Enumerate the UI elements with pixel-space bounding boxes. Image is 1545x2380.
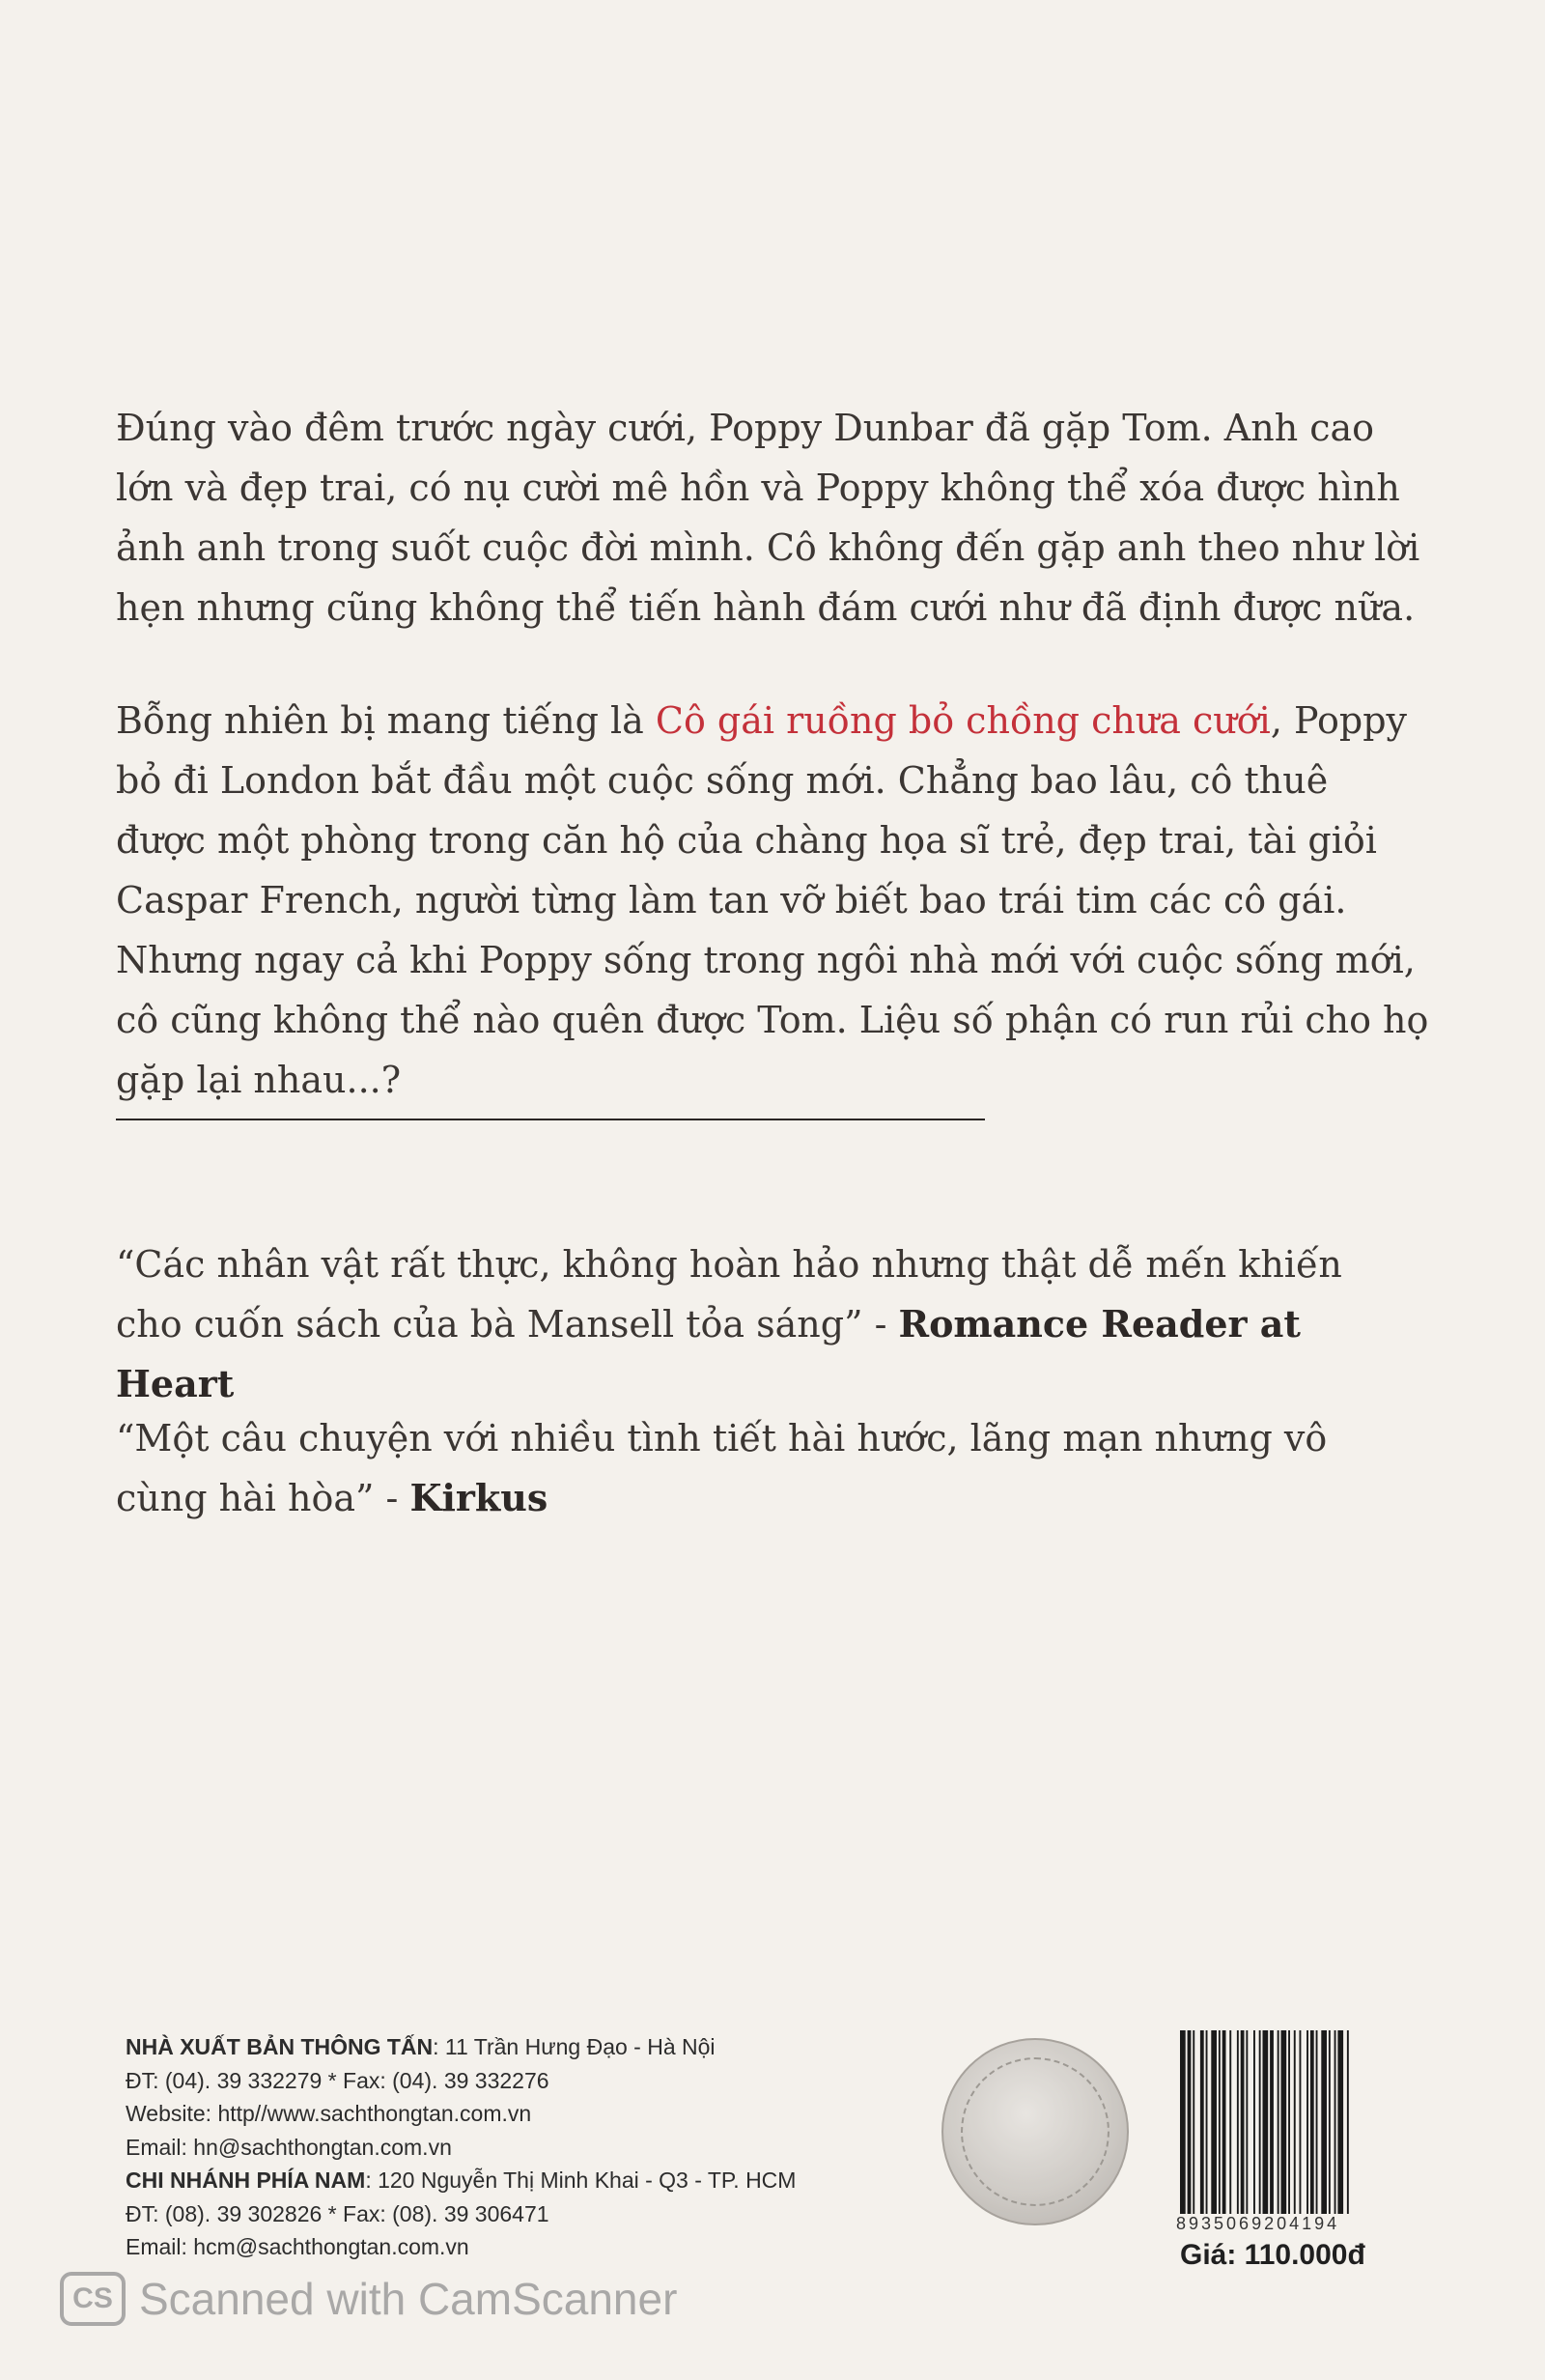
barcode-bar: [1237, 2030, 1239, 2214]
barcode-bar: [1334, 2030, 1336, 2214]
publisher-address: : 11 Trần Hưng Đạo - Hà Nội: [433, 2034, 716, 2059]
barcode-bar: [1206, 2030, 1208, 2214]
barcode-bar: [1347, 2030, 1349, 2214]
barcode-bar: [1200, 2030, 1204, 2214]
barcode-bar: [1241, 2030, 1245, 2214]
review-quote-1: [116, 1234, 1371, 1414]
publisher-stamp-seal: [941, 2038, 1129, 2225]
quote-text: “Các nhân vật rất thực, không hoàn hảo nhưng thật dễ mến khiến cho cuốn sách của bà Mansell tỏa sáng” -: [116, 1243, 1342, 1346]
barcode-bar: [1259, 2030, 1261, 2214]
barcode-bar: [1193, 2030, 1194, 2214]
branch-name: CHI NHÁNH PHÍA NAM: [126, 2168, 366, 2193]
barcode-bar: [1310, 2030, 1314, 2214]
quote-source: Romance Reader at Heart: [116, 1302, 1301, 1405]
barcode-bar: [1219, 2030, 1221, 2214]
barcode-number: 8935069204194: [1176, 2214, 1340, 2233]
review-quote-2: [116, 1408, 1371, 1528]
barcode-bar: [1337, 2030, 1343, 2214]
seal-ring: [961, 2057, 1110, 2206]
barcode-bar: [1321, 2030, 1327, 2214]
branch-address-line: [126, 2164, 975, 2197]
publisher-info: [126, 2030, 975, 2264]
camscanner-logo-icon: CS: [60, 2272, 126, 2326]
barcode-bar: [1270, 2030, 1274, 2214]
barcode-bar: [1211, 2030, 1217, 2214]
barcode-bar: [1263, 2030, 1269, 2214]
branch-phone: ĐT: (08). 39 302826 * Fax: (08). 39 306471: [126, 2200, 549, 2226]
barcode-bar: [1316, 2030, 1318, 2214]
barcode-bar: [1294, 2030, 1296, 2214]
barcode-bar: [1180, 2030, 1186, 2214]
branch-address: : 120 Nguyễn Thị Minh Khai - Q3 - TP. HCM: [365, 2168, 797, 2193]
blurb-paragraph-1: Đúng vào đêm trước ngày cưới, Poppy Dunbar đã gặp Tom. Anh cao lớn và đẹp trai, có nụ cười mê hồn và Poppy không thể xóa được hình ảnh anh trong suốt cuộc đời mình. Cô không đến gặp anh theo như lời hẹn nhưng cũng không thể tiến hành đám cưới như đã định được nữa.: [116, 407, 1420, 629]
barcode-bar: [1281, 2030, 1287, 2214]
publisher-name: NHÀ XUẤT BẢN THÔNG TẤN: [126, 2034, 434, 2059]
barcode-bar: [1253, 2030, 1255, 2214]
publisher-address-line: [126, 2030, 975, 2064]
publisher-phone: ĐT: (04). 39 332279 * Fax: (04). 39 332276: [126, 2067, 549, 2093]
quote-text: “Một câu chuyện với nhiều tình tiết hài hước, lãng mạn nhưng vô cùng hài hòa” -: [116, 1417, 1328, 1519]
blurb-highlight-title: Cô gái ruồng bỏ chồng chưa cưới: [655, 699, 1271, 742]
barcode-bar: [1222, 2030, 1226, 2214]
barcode-bar: [1329, 2030, 1331, 2214]
barcode-bar: [1300, 2030, 1302, 2214]
price-label: Giá: 110.000đ: [1180, 2239, 1365, 2271]
branch-email: Email: hcm@sachthongtan.com.vn: [126, 2234, 469, 2259]
blurb-p2-end: , Poppy bỏ đi London bắt đầu một cuộc sống mới. Chẳng bao lâu, cô thuê được một phòng trong căn hộ của chàng họa sĩ trẻ, đẹp trai, tài giỏi Caspar French, người từng làm tan vỡ biết bao trái tim các cô gái. Nhưng ngay cả khi Poppy sống trong ngôi nhà mới với cuộc sống mới, cô cũng không thể nào quên được Tom. Liệu số phận có run rủi cho họ gặp lại nhau...?: [116, 699, 1429, 1101]
barcode-bar: [1288, 2030, 1290, 2214]
publisher-email: Email: hn@sachthongtan.com.vn: [126, 2134, 452, 2160]
divider-line: [116, 1119, 985, 1120]
quote-source: Kirkus: [409, 1476, 548, 1519]
watermark-text: Scanned with CamScanner: [139, 2274, 678, 2324]
barcode-bar: [1188, 2030, 1192, 2214]
camscanner-watermark: [60, 2272, 677, 2326]
barcode: [1176, 2030, 1418, 2214]
barcode-bar: [1229, 2030, 1231, 2214]
blurb-p2-start: Bỗng nhiên bị mang tiếng là: [116, 699, 656, 742]
blurb-paragraph-2: [116, 691, 1429, 1110]
publisher-website: Website: http//www.sachthongtan.com.vn: [126, 2101, 532, 2126]
barcode-bar: [1246, 2030, 1248, 2214]
barcode-bar: [1306, 2030, 1308, 2214]
barcode-bar: [1278, 2030, 1279, 2214]
